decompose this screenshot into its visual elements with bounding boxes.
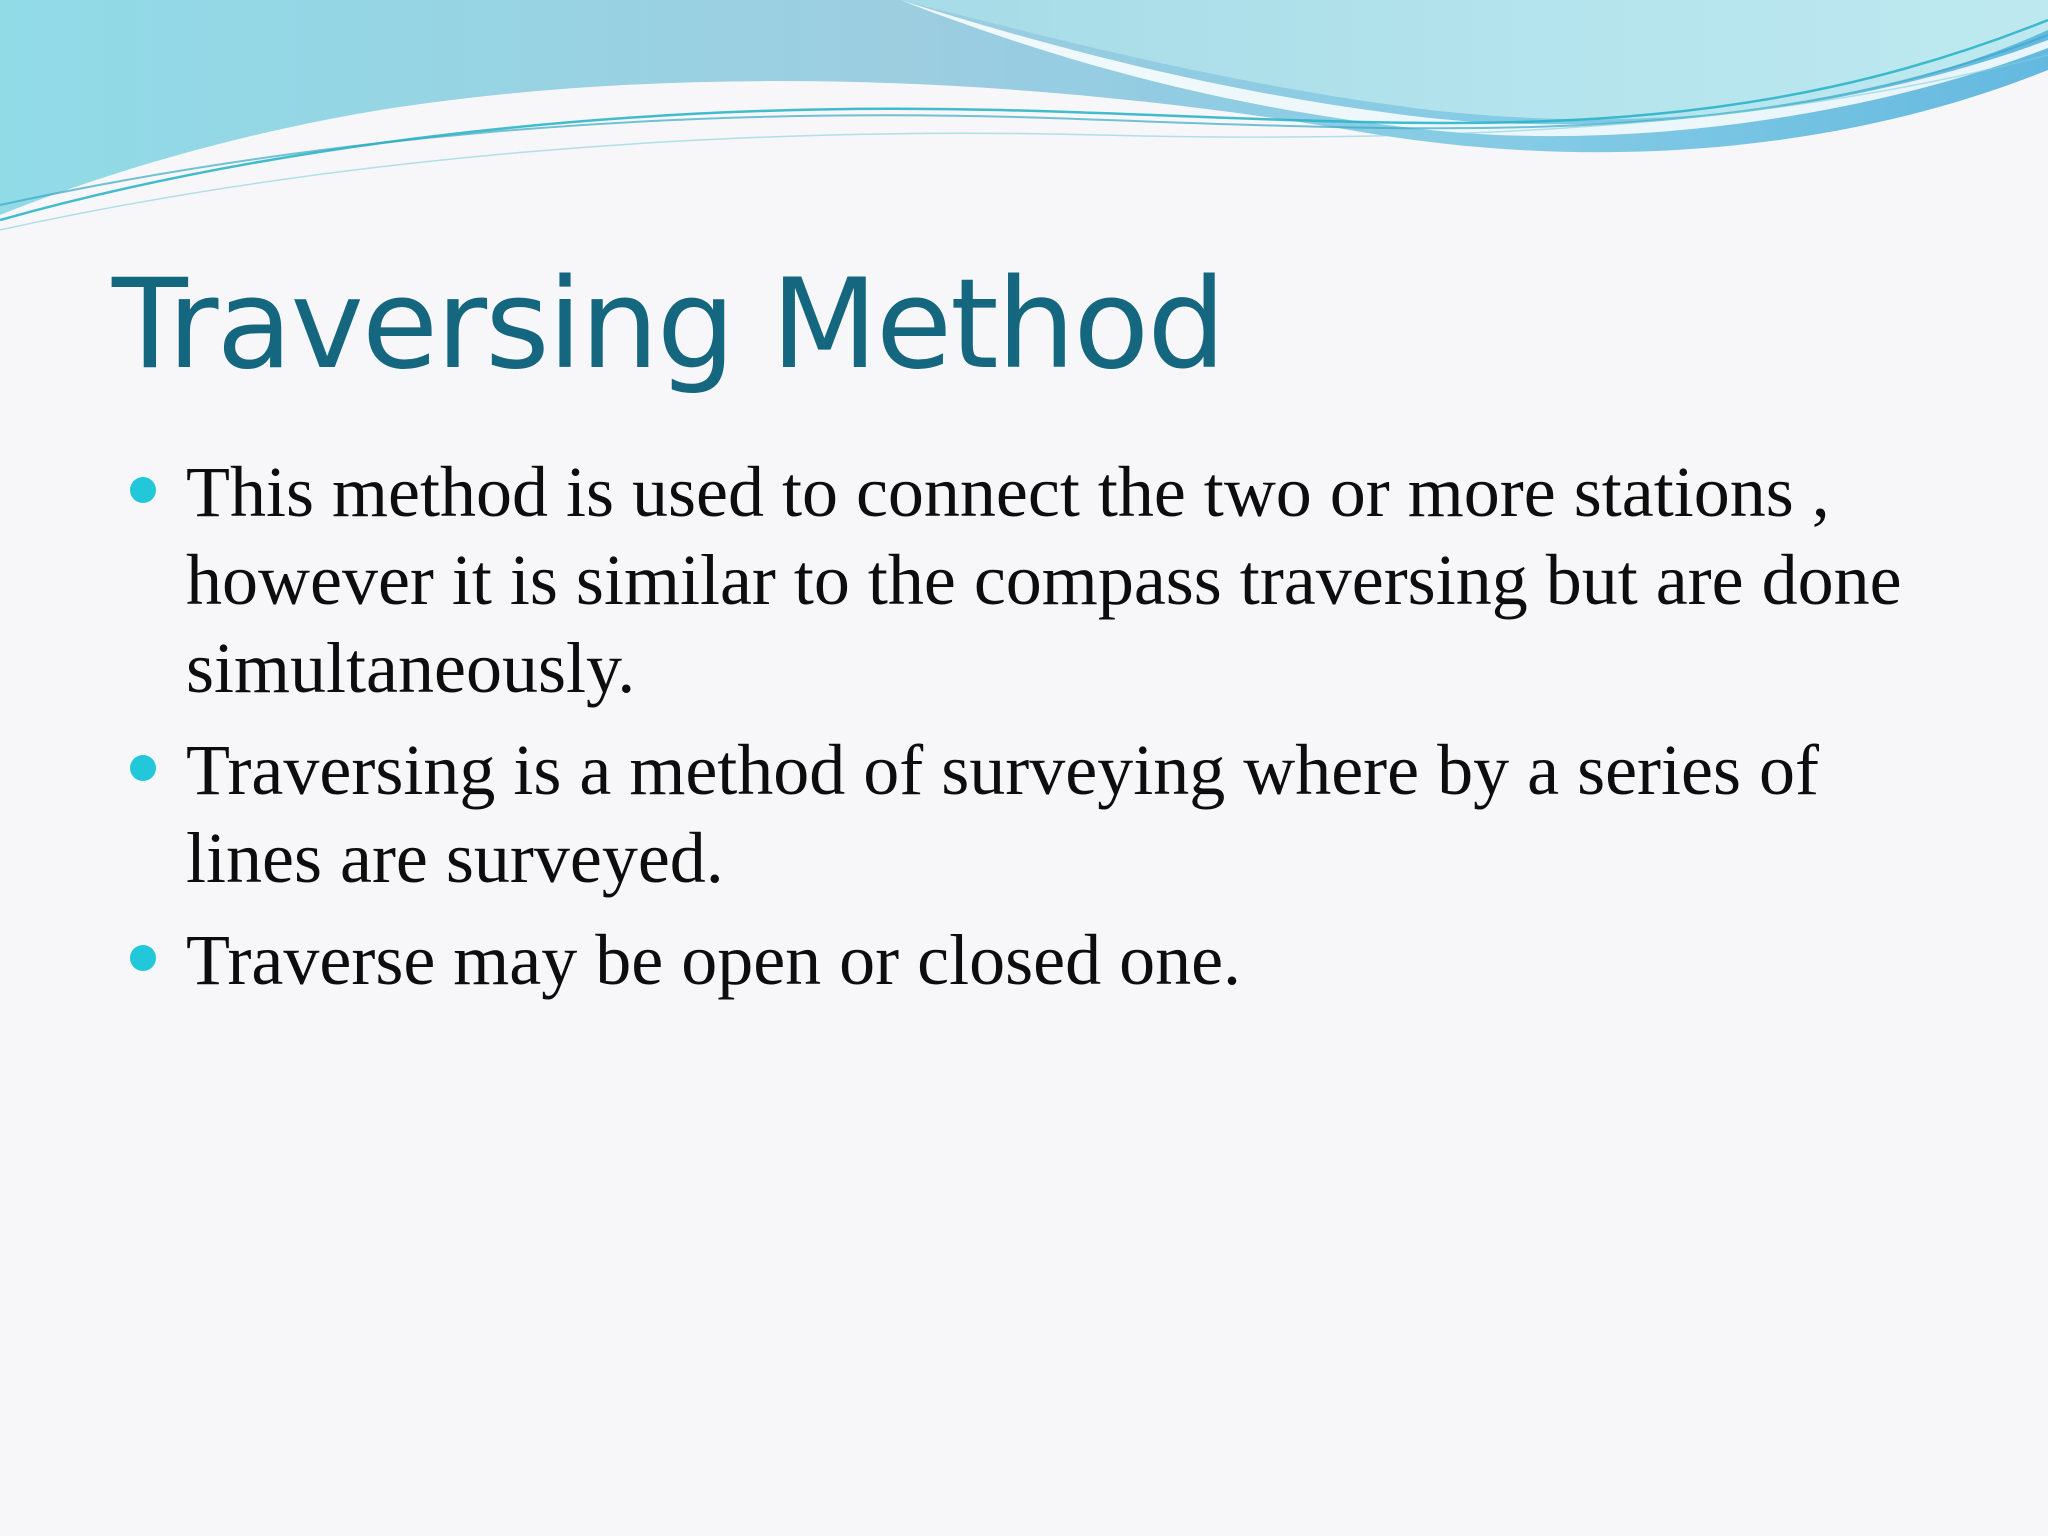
bullet-text: Traversing is a method of surveying where by a series of lines are surveyed. xyxy=(186,730,1819,898)
bullet-dot-icon xyxy=(130,477,156,503)
list-item xyxy=(128,916,1928,1004)
list-item xyxy=(128,448,1928,712)
bullet-text: This method is used to connect the two or more stations , however it is similar to the compass traversing but are done simultaneously. xyxy=(186,452,1902,708)
bullet-text: Traverse may be open or closed one. xyxy=(186,920,1242,1000)
list-item xyxy=(128,726,1928,902)
bullet-dot-icon xyxy=(130,945,156,971)
bullet-list xyxy=(128,448,1928,1018)
wave-decoration xyxy=(0,0,2048,240)
slide-title: Traversing Method xyxy=(112,253,1224,397)
bullet-dot-icon xyxy=(130,755,156,781)
